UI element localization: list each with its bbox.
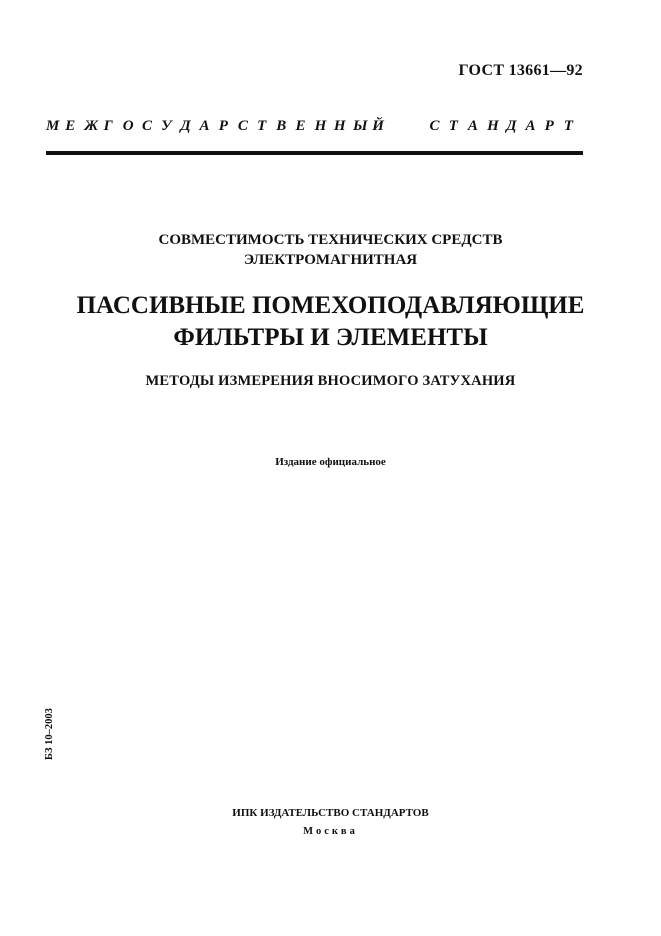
standard-word (430, 118, 584, 135)
edition-note: Издание официальное (275, 456, 386, 468)
main-title (0, 290, 661, 354)
publisher: ИПК ИЗДАТЕЛЬСТВО СТАНДАРТОВ (232, 807, 429, 819)
heading-letter: Е (65, 118, 76, 134)
heading-letter: Е (295, 118, 306, 134)
heading-letter: Ы (353, 118, 368, 134)
heading-letter: Т (257, 118, 267, 134)
heading-letter: Г (103, 118, 113, 134)
heading-letter: С (237, 118, 248, 134)
subtitle-line-1: СОВМЕСТИМОСТЬ ТЕХНИЧЕСКИХ СРЕДСТВ (158, 232, 503, 248)
heading-letter: Н (487, 118, 499, 134)
methods-title: МЕТОДЫ ИЗМЕРЕНИЯ ВНОСИМОГО ЗАТУХАНИЯ (145, 373, 516, 389)
standard-number: ГОСТ 13661—92 (458, 62, 583, 79)
heading-letter: С (141, 118, 152, 134)
side-stamp: БЗ 10–2003 (44, 708, 55, 760)
heading-letter: Р (218, 118, 228, 134)
heading-letter: Ж (84, 118, 99, 134)
heading-letter: А (467, 118, 478, 134)
heading-letter: В (276, 118, 287, 134)
subtitle-line-2: ЭЛЕКТРОМАГНИТНАЯ (243, 252, 418, 268)
subtitle (0, 230, 661, 270)
heading-letter: Т (448, 118, 458, 134)
main-title-line-1: ПАССИВНЫЕ ПОМЕХОПОДАВЛЯЮЩИЕ (76, 292, 585, 319)
heading-letter: А (199, 118, 210, 134)
heading-letter: Н (333, 118, 346, 134)
heading-letter: Д (506, 118, 517, 134)
heading-letter: А (525, 118, 536, 134)
heading-letter: Т (563, 118, 573, 134)
city: Москва (303, 826, 358, 837)
heading-letter: Д (180, 118, 191, 134)
heading-letter: О (122, 118, 134, 134)
heading-letter: Н (314, 118, 327, 134)
heading-letter: М (46, 118, 60, 134)
interstate-word (46, 118, 391, 135)
heading-letter: Р (544, 118, 554, 134)
main-title-line-2: ФИЛЬТРЫ И ЭЛЕМЕНТЫ (173, 324, 488, 351)
heading-letter: Й (372, 118, 384, 134)
interstate-standard-heading (46, 118, 583, 135)
heading-letter: У (161, 118, 172, 134)
heading-letter: С (429, 118, 440, 134)
header-rule (46, 151, 583, 155)
